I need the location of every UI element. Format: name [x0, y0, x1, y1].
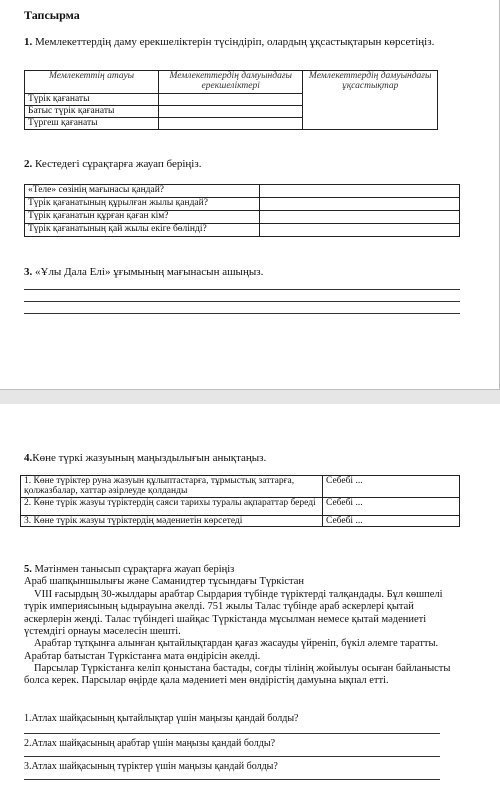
table-row [25, 198, 460, 211]
worksheet-page-1 [0, 0, 500, 390]
table-header: Мемлекеттің атауы [25, 71, 159, 94]
table-cell: 2. Көне түрік жазуы түріктердің саяси тарихы туралы ақпараттар береді [21, 497, 323, 515]
writing-importance-table [20, 475, 460, 527]
question-4 [24, 452, 266, 464]
question-4-number: 4. [24, 452, 33, 464]
answer-cell[interactable] [159, 118, 303, 130]
table-header: Мемлекеттердің дамуындағы ұқсастықтар [303, 71, 438, 130]
answer-cell[interactable] [260, 224, 460, 237]
table-cell: Батыс түрік қағанаты [25, 106, 159, 118]
question-3-text: «Ұлы Дала Елі» ұғымының мағынасын ашыңыз. [32, 266, 264, 278]
worksheet-title: Тапсырма [24, 8, 80, 22]
reason-cell[interactable]: Себебі ... [323, 515, 460, 526]
question-1-text: Мемлекеттердің даму ерекшеліктерін түсіндіріп, олардың ұқсастықтарын көрсетіңіз. [32, 36, 435, 48]
table-cell: Түрік қағанатының қай жылы екіге бөлінді? [25, 224, 260, 237]
question-5 [24, 564, 464, 688]
table-row [21, 476, 460, 498]
question-4-text: Көне түркі жазуының маңыздылығын анықтаңыз. [32, 452, 267, 464]
table-row [25, 224, 460, 237]
answer-line[interactable] [24, 301, 460, 302]
question-5-text: Мәтінмен танысып сұрақтарға жауап беріңіз [31, 564, 235, 575]
questions-table [24, 184, 460, 237]
table-row [25, 211, 460, 224]
sub-question: 3.Атлах шайқасының түріктер үшін маңызы қандай болды? [24, 761, 278, 772]
question-3 [24, 266, 263, 278]
question-2-number: 2. [24, 158, 33, 170]
table-cell: Түргеш қағанаты [25, 118, 159, 130]
table-row [21, 497, 460, 515]
states-comparison-table [24, 70, 438, 130]
answer-cell[interactable] [159, 106, 303, 118]
table-row [25, 185, 460, 198]
table-cell: Түрік қағанатын құрған қаған кім? [25, 211, 260, 224]
answer-line[interactable] [24, 289, 460, 290]
answer-cell[interactable] [159, 94, 303, 106]
sub-question: 1.Атлах шайқасының қытайлықтар үшін маңызы қандай болды? [24, 713, 299, 724]
table-cell: «Теле» сөзінің мағынасы қандай? [25, 185, 260, 198]
answer-line[interactable] [24, 756, 440, 757]
reading-paragraph: Парсылар Түркістанға келіп қоныстана бастады, соғды тілінің жойылуы осыған байланысты болса керек. Парсылар өңірде қала мәдениеті мен өндірістің дамуына ықпал етті. [24, 663, 451, 687]
answer-cell[interactable] [260, 198, 460, 211]
reason-cell[interactable]: Себебі ... [323, 497, 460, 515]
table-cell: 3. Көне түрік жазуы түріктердің мәдениетін көрсетеді [21, 515, 323, 526]
question-2 [24, 158, 201, 170]
table-header: Мемлекеттердің дамуындағы ерекшеліктері [159, 71, 303, 94]
question-2-text: Кестедегі сұрақтарға жауап беріңіз. [32, 158, 202, 170]
table-cell: Түрік қағанатының құрылған жылы қандай? [25, 198, 260, 211]
answer-line[interactable] [24, 733, 440, 734]
answer-line[interactable] [24, 779, 440, 780]
reading-paragraph: Арабтар тұтқынға алынған қытайлықтардан қағаз жасауды үйреніп, бүкіл әлемге таратты. Арабтар батыстан Түркістанға мата өндірісін әкелді. [24, 638, 439, 662]
reason-cell[interactable]: Себебі ... [323, 476, 460, 498]
reading-subtitle: Араб шапқыншылығы және Саманидтер тұсындағы Түркістан [24, 576, 305, 588]
question-1 [24, 36, 434, 48]
reading-paragraph: VIII ғасырдың 30-жылдары арабтар Сырдария түбінде түріктерді талқандады. Бұл көшпелі түрік империясының ыдырауына әкелді. 751 жылы Талас түбінде араб әскерлері қытай әскерлерін жеңді. Талас түбіндегі шайқас Түркістанда мұсылман немесе қытай мәдениеті үстемдігі орнауы мәселесін шешті. [24, 588, 443, 637]
answer-line[interactable] [24, 313, 460, 314]
question-5-number: 5. [24, 564, 32, 575]
table-row [21, 515, 460, 526]
answer-cell[interactable] [260, 211, 460, 224]
table-cell: 1. Көне түріктер руна жазуын құлыптастарға, тұрмыстық заттарға, қолжазбалар, хаттар әзірлеуде қолданды [21, 476, 323, 498]
question-3-number: 3. [24, 266, 33, 278]
answer-cell[interactable] [260, 185, 460, 198]
table-cell: Түрік қағанаты [25, 94, 159, 106]
sub-question: 2.Атлах шайқасының арабтар үшін маңызы қандай болды? [24, 738, 276, 749]
question-1-number: 1. [24, 36, 33, 48]
